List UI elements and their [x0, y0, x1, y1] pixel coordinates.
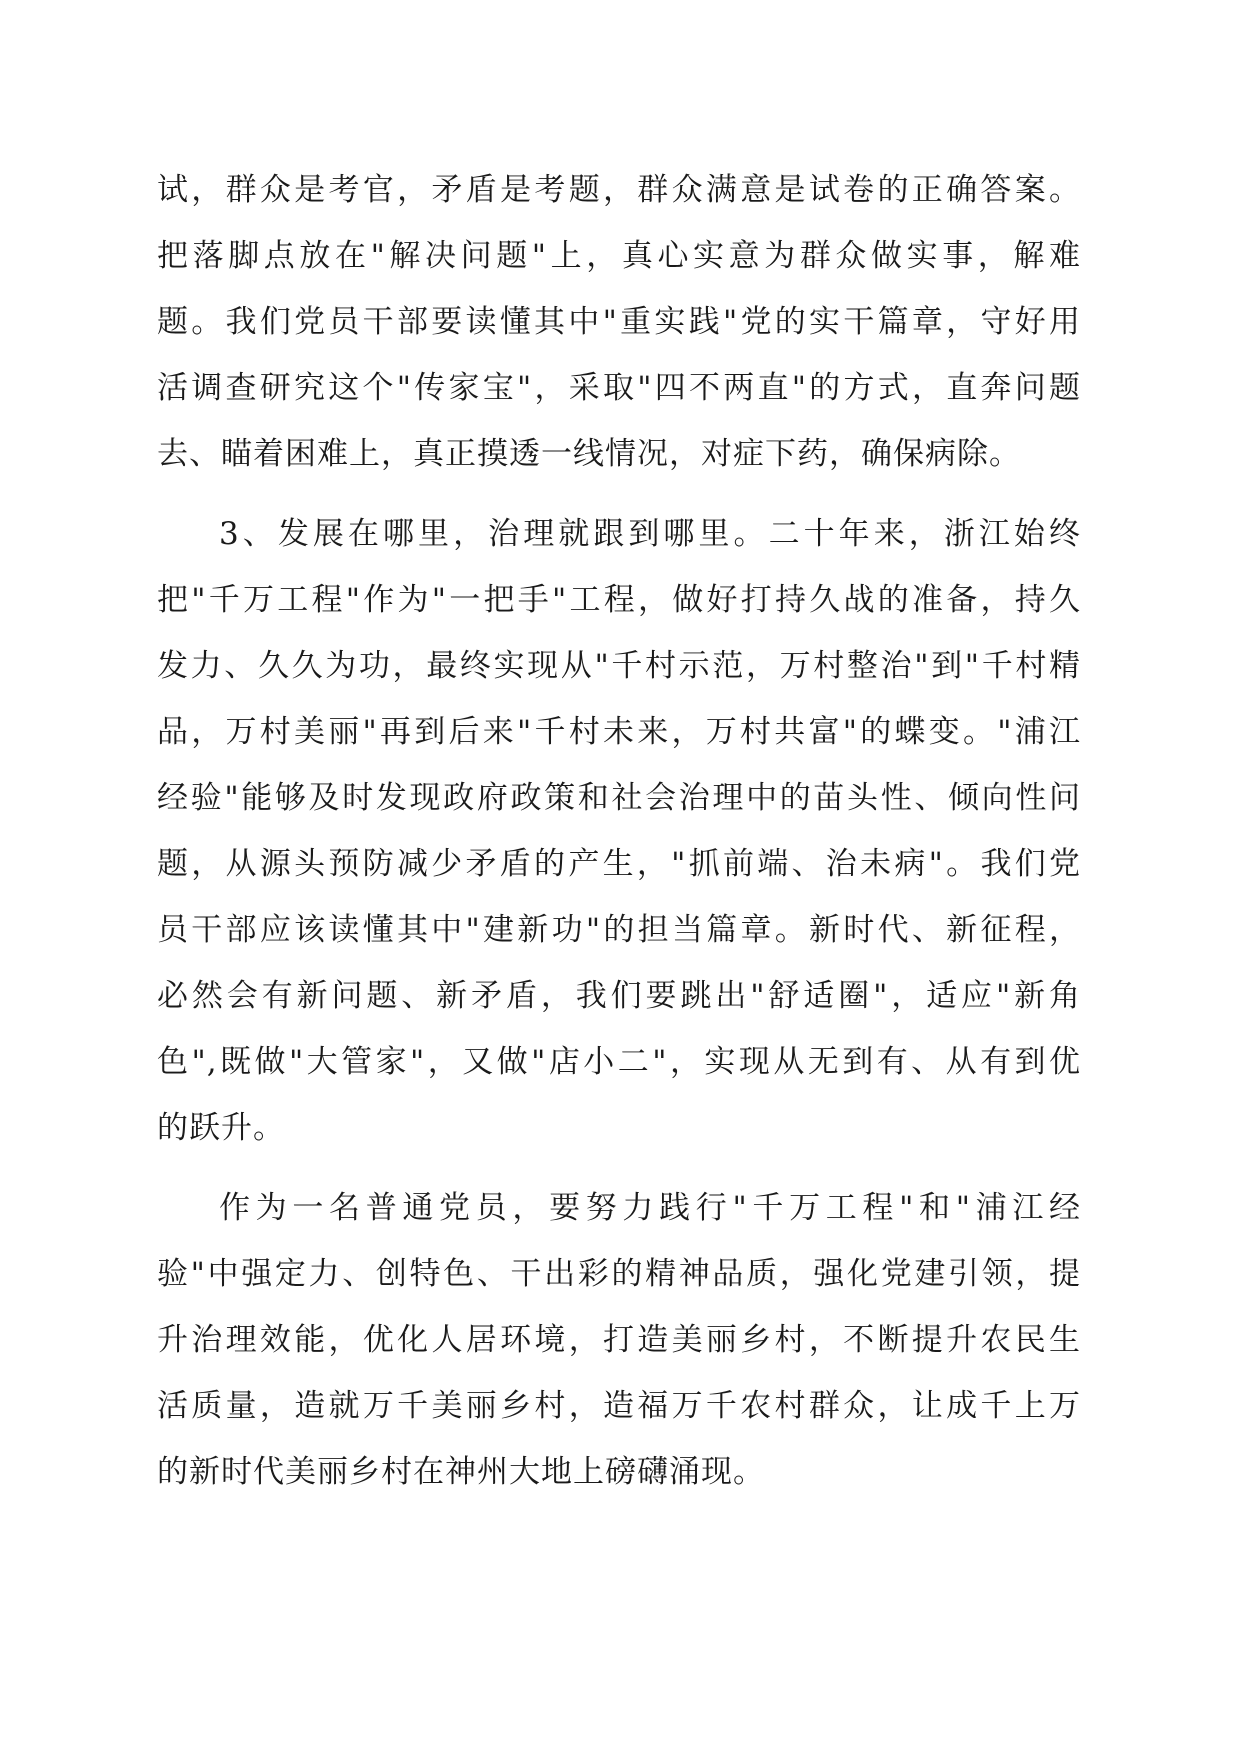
- text-line: 品，万村美丽"再到后来"千村未来，万村共富"的蝶变。"浦江: [157, 714, 1081, 750]
- text-line: 活质量，造就万千美丽乡村，造福万千农村群众，让成千上万: [157, 1388, 1081, 1424]
- text-line: 必然会有新问题、新矛盾，我们要跳出"舒适圈"，适应"新角: [157, 978, 1081, 1014]
- text-line: 去、瞄着困难上，真正摸透一线情况，对症下药，确保病除。: [157, 436, 1021, 472]
- text-line: 的跃升。: [157, 1110, 285, 1146]
- text-line: 的新时代美丽乡村在神州大地上磅礴涌现。: [157, 1454, 765, 1490]
- text-line: 作为一名普通党员，要努力践行"千万工程"和"浦江经: [219, 1190, 1081, 1226]
- text-line: 色",既做"大管家"，又做"店小二"，实现从无到有、从有到优: [157, 1044, 1081, 1080]
- text-line: 把落脚点放在"解决问题"上，真心实意为群众做实事，解难: [157, 238, 1081, 274]
- document-page: [157, 157, 1081, 1505]
- text-line: 把"千万工程"作为"一把手"工程，做好打持久战的准备，持久: [157, 582, 1081, 618]
- text-line: 发力、久久为功，最终实现从"千村示范，万村整治"到"千村精: [157, 648, 1081, 684]
- text-line: 试，群众是考官，矛盾是考题，群众满意是试卷的正确答案。: [157, 172, 1081, 208]
- text-line: 升治理效能，优化人居环境，打造美丽乡村，不断提升农民生: [157, 1322, 1081, 1358]
- paragraph-gap: [157, 487, 1081, 501]
- text-line: 员干部应该读懂其中"建新功"的担当篇章。新时代、新征程，: [157, 912, 1081, 948]
- text-line: 3、发展在哪里，治理就跟到哪里。二十年来，浙江始终: [219, 516, 1081, 552]
- paragraph-3: [157, 1175, 1081, 1505]
- text-line: 经验"能够及时发现政府政策和社会治理中的苗头性、倾向性问: [157, 780, 1081, 816]
- paragraph-2: [157, 501, 1081, 1161]
- paragraph-gap: [157, 1161, 1081, 1175]
- text-line: 题，从源头预防减少矛盾的产生，"抓前端、治未病"。我们党: [157, 846, 1081, 882]
- text-line: 题。我们党员干部要读懂其中"重实践"党的实干篇章，守好用: [157, 304, 1081, 340]
- paragraph-1: [157, 157, 1081, 487]
- text-line: 验"中强定力、创特色、干出彩的精神品质，强化党建引领，提: [157, 1256, 1081, 1292]
- text-line: 活调查研究这个"传家宝"，采取"四不两直"的方式，直奔问题: [157, 370, 1081, 406]
